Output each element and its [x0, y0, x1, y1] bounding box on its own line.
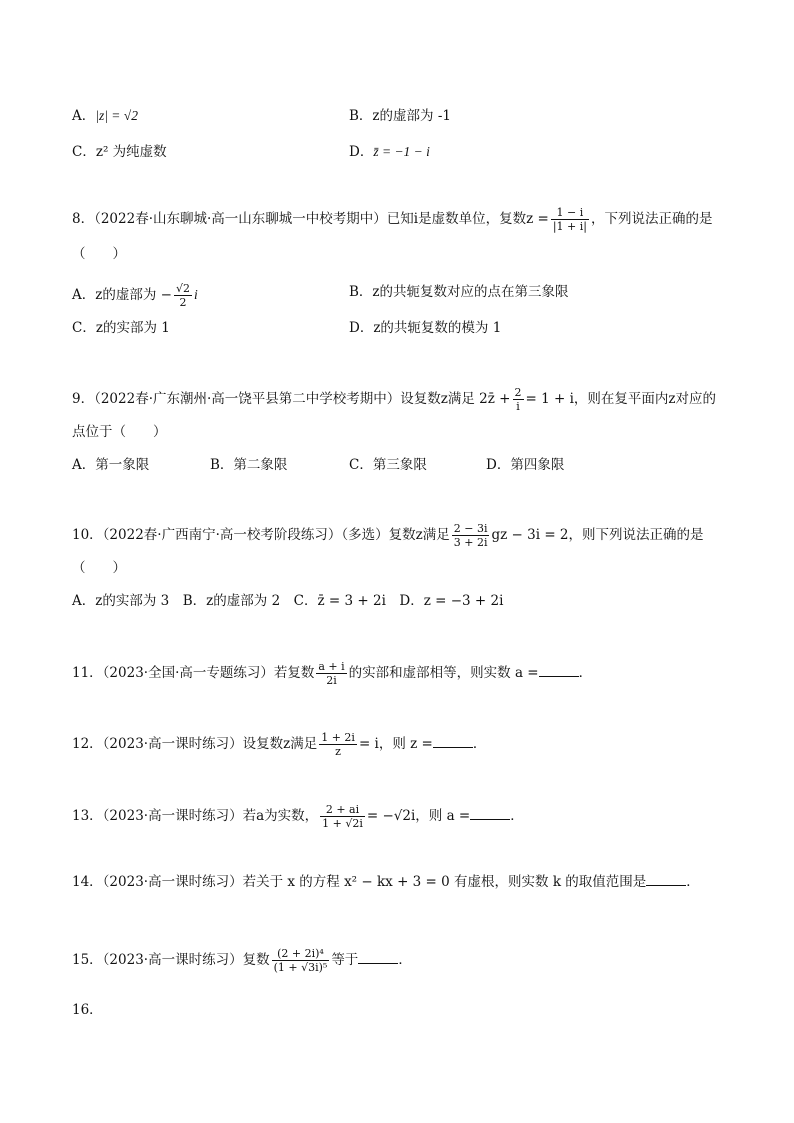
q10-stem: 10．（2022春·广西南宁·高一校考阶段练习）（多选）复数z满足 $\frac{2 - 3i}{3 + 2i}$ gz − 3i = 2，则下列说法正确的是	[72, 522, 704, 549]
q14-stem: 14．（2023·高一课时练习）若关于 x 的方程 x² − kx + 3 = 0 有虚根，则实数 k 的取值范围是 ．	[72, 871, 700, 892]
q13-answer-blank	[470, 805, 510, 820]
q9-option-a: A．第一象限	[72, 457, 150, 473]
q14-answer-blank	[646, 871, 686, 886]
q8-fraction: $\frac{1 - i}{|1 + i|}$	[552, 206, 587, 233]
q9-stem-line2: 点位于（ ）	[72, 424, 167, 440]
q9-stem: 9．（2022春·广东潮州·高一饶平县第二中学校考期中）设复数z满足 2z̄ + $\frac{2}{i}$ = 1 + i，则在复平面内z对应的	[72, 386, 717, 413]
q8-option-b: B．z的共轭复数对应的点在第三象限	[349, 284, 569, 300]
q12-answer-blank	[433, 733, 473, 748]
q13-fraction: $\frac{2 + ai}{1 + √2i}$	[322, 803, 363, 830]
q10-options: A．z的实部为 3 B．z的虚部为 2 C．z̄ = 3 + 2i D．z = −3 + 2i	[72, 593, 504, 609]
q11-fraction: $\frac{a + i}{2i}$	[318, 660, 345, 687]
q16-label: 16．	[72, 1002, 103, 1018]
q8-option-c: C．z的实部为 1	[72, 320, 170, 336]
q7-option-c: C．z² 为纯虚数	[72, 144, 167, 160]
q15-fraction: $\frac{\text{(2 + 2i)⁴}}{\text{(1 + √3i)⁵}}$	[273, 947, 328, 974]
q8-a-fraction: $\frac{√2}{2}$	[175, 282, 190, 309]
q9-option-c: C．第三象限	[349, 457, 427, 473]
q9-option-b: B．第二象限	[210, 457, 288, 473]
q9-option-d: D．第四象限	[486, 457, 565, 473]
q7-option-a: A．|z| = √2	[72, 108, 138, 124]
q12-fraction: $\frac{1 + 2i}{z}$	[321, 731, 355, 758]
q15-answer-blank	[358, 949, 398, 964]
q9-fraction: $\frac{2}{i}$	[514, 386, 522, 413]
q7-option-b: B．z的虚部为 -1	[349, 108, 451, 124]
q8-paren: （ ）	[72, 246, 126, 262]
q11-stem: 11．（2023·全国·高一专题练习）若复数 $\frac{a + i}{2i}$ 的实部和虚部相等，则实数 a = ．	[72, 660, 593, 687]
q8-option-a: A．z的虚部为 − $\frac{√2}{2}$ i	[72, 282, 198, 309]
q15-stem: 15．（2023·高一课时练习）复数 $\frac{\text{(2 + 2i)⁴}}{\text{(1 + √3i)⁵}}$ 等于 ．	[72, 947, 412, 974]
q12-stem: 12．（2023·高一课时练习）设复数z满足 $\frac{1 + 2i}{z}$ = i，则 z = ．	[72, 731, 487, 758]
q8-stem: 8．（2022春·山东聊城·高一山东聊城一中校考期中）已知i是虚数单位，复数z = $\frac{1 - i}{|1 + i|}$ ，下列说法正确的是	[72, 206, 713, 233]
q8-option-d: D．z的共轭复数的模为 1	[349, 320, 502, 336]
q11-answer-blank	[539, 662, 579, 677]
q10-paren: （ ）	[72, 560, 126, 576]
q7-option-d: D．z̄ = −1 − i	[349, 144, 430, 160]
q10-fraction: $\frac{2 - 3i}{3 + 2i}$	[453, 522, 488, 549]
q13-stem: 13．（2023·高一课时练习）若a为实数， $\frac{2 + ai}{1 + √2i}$ = −√2i，则 a = ．	[72, 803, 524, 830]
